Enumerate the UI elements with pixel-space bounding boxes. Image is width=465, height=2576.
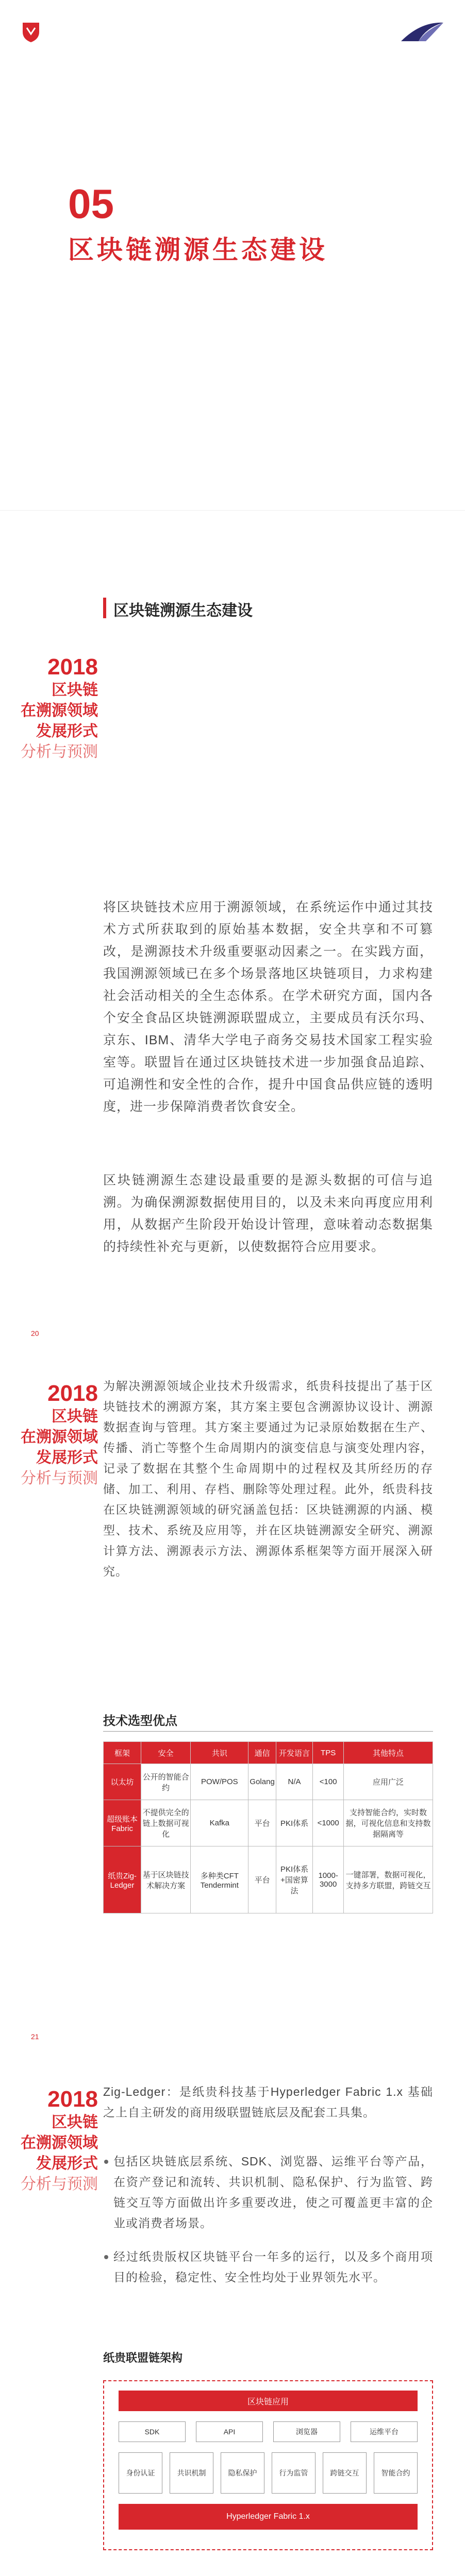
bullet-dot-icon — [104, 2255, 108, 2259]
arch-block: 身份认证 — [119, 2452, 162, 2494]
table-cell: 支持智能合约，实时数据，可视化信息和支持数据隔离等 — [344, 1800, 433, 1846]
arch-base-block: Hyperledger Fabric 1.x — [119, 2504, 418, 2530]
page3-intro: Zig-Ledger：是纸贵科技基于Hyperledger Fabric 1.x 基础之上自主研发的商用级联盟链底层及配套工具集。 — [103, 2085, 433, 2119]
table-cell: PKI体系 — [276, 1800, 313, 1846]
table-heading: 技术选型优点 — [103, 1714, 177, 1728]
table-cell: 一键部署，数据可视化，支持多方联盟，跨链交互 — [344, 1846, 433, 1913]
table-cell: PKI体系+国密算法 — [276, 1846, 313, 1913]
sidebar-year: 2018 — [47, 654, 98, 680]
table-row — [104, 1764, 433, 1800]
table-cell: 以太坊 — [104, 1764, 141, 1800]
table-header-row — [104, 1742, 433, 1764]
table-cell: 平台 — [248, 1800, 276, 1846]
page1-number: 20 — [31, 1329, 39, 1337]
sidebar-line3: 发展形式 — [36, 1449, 98, 1466]
cover-divider — [0, 510, 465, 511]
sidebar-block-2 — [21, 1381, 98, 1489]
page1-heading: 区块链溯源生态建设 — [113, 602, 253, 619]
sidebar-line3: 发展形式 — [36, 2155, 98, 2172]
sidebar-year: 2018 — [47, 1381, 98, 1406]
chapter-title: 区块链溯源生态建设 — [68, 235, 328, 264]
logo-bird-icon — [400, 21, 444, 43]
arch-layer-ops: 运维平台 — [351, 2421, 418, 2442]
page3-bullet1: 包括区块链底层系统、SDK、浏览器、运维平台等产品，在资产登记和流转、共识机制、隐私保护、行为监管、跨链交互等方面做出许多重要改进，使之可覆盖更丰富的企业或消费者场景。 — [113, 2155, 433, 2230]
table-cell: 公开的智能合约 — [141, 1764, 191, 1800]
chapter-number: 05 — [68, 181, 114, 227]
page2-para1: 为解决溯源领域企业技术升级需求，纸贵科技提出了基于区块链技术的溯源方案，其方案主要包含溯源协议设计、溯源数据查询与管理。其方案主要通过为记录原始数据在生产、传播、消亡等整个生命周期内的演变信息与演变处理内容，记录了数据在其整个生命周期中的过程权及其所经历的存储、加工、利用、存档、删除等处理过程。此外，纸贵科技在区块链溯源领域的研究涵盖包括：区块链溯源的内涵、模型、技术、系统及应用等，并在区块链溯源安全研究、溯源计算方法、溯源表示方法、溯源体系框架等方面开展深入研究。 — [103, 1379, 433, 1578]
table-cell: 超级账本Fabric — [104, 1800, 141, 1846]
arch-block: 隐私保护 — [221, 2452, 264, 2494]
table-heading-underline — [103, 1731, 433, 1732]
arch-block: 跨链交互 — [323, 2452, 367, 2494]
sidebar-line3: 发展形式 — [36, 723, 98, 740]
sidebar-line2: 在溯源领域 — [21, 702, 98, 719]
table-header-cell: 开发语言 — [276, 1742, 313, 1764]
arch-diagram-heading: 纸贵联盟链架构 — [103, 2351, 183, 2364]
sidebar-block-1 — [21, 654, 98, 762]
table-cell: 不提供完全的链上数据可视化 — [141, 1800, 191, 1846]
arch-block: 共识机制 — [170, 2452, 213, 2494]
page3-bullet2: 经过纸贵版权区块链平台一年多的运行，以及多个商用项目的检验，稳定性、安全性均处于业界领先水平。 — [113, 2250, 433, 2284]
arch-layer-sdk: SDK — [119, 2421, 186, 2442]
table-cell: <1000 — [313, 1800, 344, 1846]
table-header-cell: 通信 — [248, 1742, 276, 1764]
table-cell: <100 — [313, 1764, 344, 1800]
arch-block: 行为监管 — [272, 2452, 315, 2494]
sidebar-year: 2018 — [47, 2087, 98, 2112]
sidebar-line1: 区块链 — [52, 682, 98, 699]
table-row — [104, 1846, 433, 1913]
table-header-cell: 框架 — [104, 1742, 141, 1764]
sidebar-line2: 在溯源领域 — [21, 2134, 98, 2151]
table-cell: 1000-3000 — [313, 1846, 344, 1913]
table-header-cell: 共识 — [191, 1742, 248, 1764]
table-cell: 纸贵Zig-Ledger — [104, 1846, 141, 1913]
table-cell: 多种类CFT Tendermint — [191, 1846, 248, 1913]
sidebar-line2: 在溯源领域 — [21, 1429, 98, 1446]
sidebar-line4: 分析与预测 — [21, 1470, 98, 1487]
table-row — [104, 1800, 433, 1846]
arch-layer-api: API — [196, 2421, 263, 2442]
table-cell: N/A — [276, 1764, 313, 1800]
table-header-cell: 安全 — [141, 1742, 191, 1764]
page1-para2: 区块链溯源生态建设最重要的是源头数据的可信与追溯。为确保溯源数据使用目的，以及未来向再度应用利用，从数据产生阶段开始设计管理，意味着动态数据集的持续性补充与更新，以使数据符合应用要求。 — [103, 1173, 433, 1254]
sidebar-line4: 分析与预测 — [21, 743, 98, 760]
sidebar-block-3 — [21, 2087, 98, 2195]
table-cell: Golang — [248, 1764, 276, 1800]
arch-block: 智能合约 — [374, 2452, 418, 2494]
arch-top-block: 区块链应用 — [119, 2391, 418, 2411]
bullet-dot-icon — [104, 2160, 108, 2164]
sidebar-line1: 区块链 — [52, 1408, 98, 1425]
table-cell: POW/POS — [191, 1764, 248, 1800]
page1-heading-bar — [103, 598, 106, 618]
arch-layer-browser: 浏览器 — [273, 2421, 340, 2442]
sidebar-line4: 分析与预测 — [21, 2176, 98, 2193]
table-cell: 应用广泛 — [344, 1764, 433, 1800]
page1-para1: 将区块链技术应用于溯源领域，在系统运作中通过其技术方式所获取到的原始基本数据，安全共享和不可篡改，是溯源技术升级重要驱动因素之一。在实践方面，我国溯源领域已在多个场景落地区块链项目，力求构建社会活动相关的全生态体系。在学术研究方面，国内各个安全食品区块链溯源联盟成立，主要成员有沃尔玛、京东、IBM、清华大学电子商务交易技术国家工程实验室等。联盟旨在通过区块链技术进一步加强食品追踪、可追溯性和安全性的合作，提升中国食品供应链的透明度，进一步保障消费者饮食安全。 — [103, 900, 433, 1114]
logo-shield-icon — [21, 21, 41, 43]
table-cell: 基于区块链技术解决方案 — [141, 1846, 191, 1913]
table-cell: 平台 — [248, 1846, 276, 1913]
table-header-cell: TPS — [313, 1742, 344, 1764]
tech-table — [103, 1741, 433, 1913]
sidebar-line1: 区块链 — [52, 2114, 98, 2131]
table-header-cell: 其他特点 — [344, 1742, 433, 1764]
page2-number: 21 — [31, 2032, 39, 2041]
table-cell: Kafka — [191, 1800, 248, 1846]
